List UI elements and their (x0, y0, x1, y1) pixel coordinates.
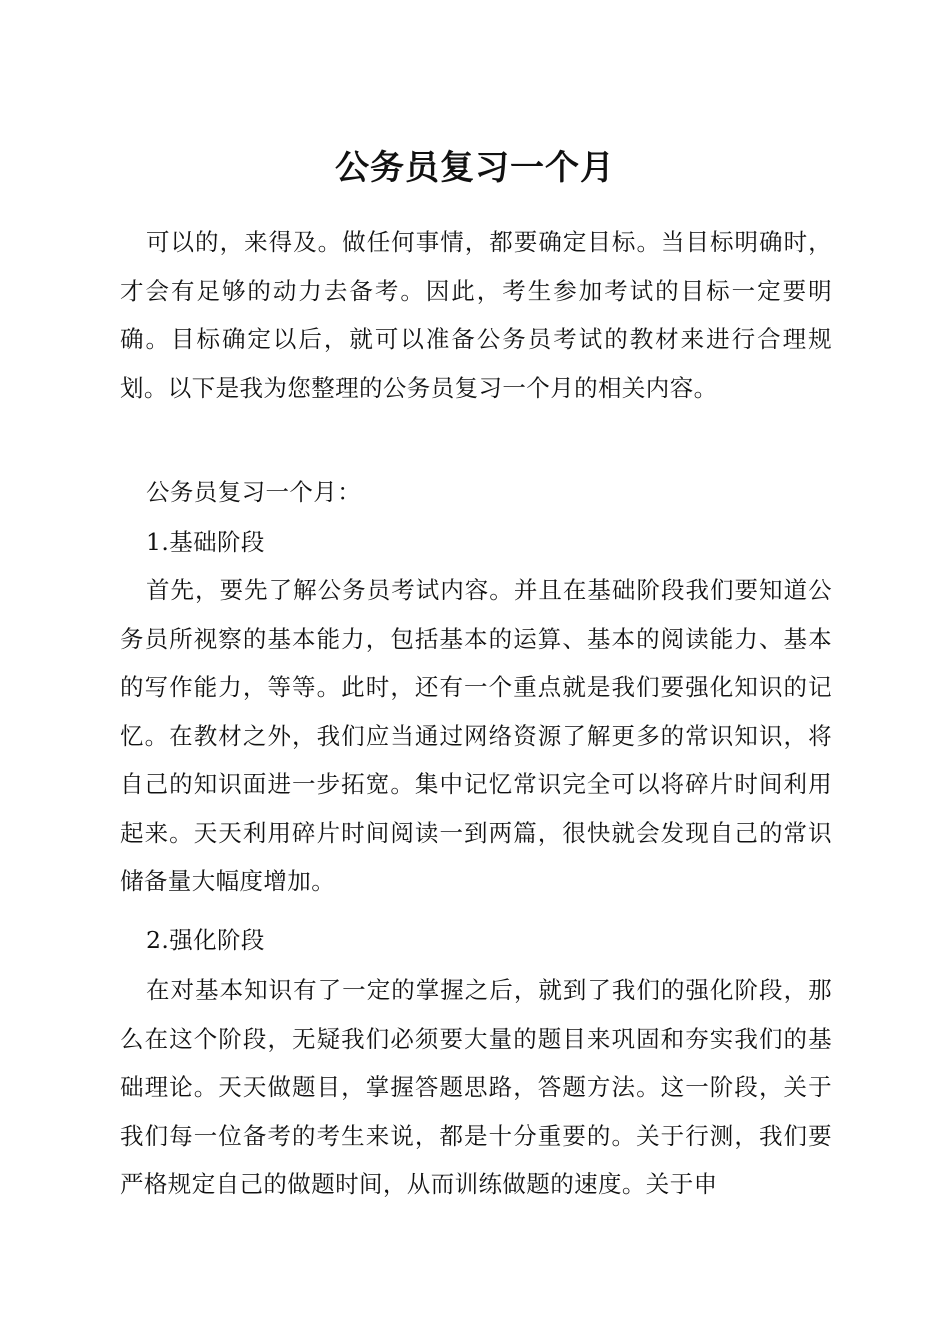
document-title: 公务员复习一个月 (335, 148, 615, 188)
intro-paragraph: 可以的，来得及。做任何事情，都要确定目标。当目标明确时，才会有足够的动力去备考。因此，考生参加考试的目标一定要明确。目标确定以后，就可以准备公务员考试的教材来进行合理规划。以下是我为您整理的公务员复习一个月的相关内容。 (120, 228, 832, 402)
section-heading: 公务员复习一个月： (146, 478, 362, 506)
stage2-paragraph: 在对基本知识有了一定的掌握之后，就到了我们的强化阶段，那么在这个阶段，无疑我们必须要大量的题目来巩固和夯实我们的基础理论。天天做题目，掌握答题思路，答题方法。这一阶段，关于我们每一位备考的考生来说，都是十分重要的。关于行测，我们要严格规定自己的做题时间，从而训练做题的速度。关于申 (120, 976, 832, 1198)
stage1-heading: 1.基础阶段 (146, 528, 265, 556)
stage1-paragraph: 首先，要先了解公务员考试内容。并且在基础阶段我们要知道公务员所视察的基本能力，包括基本的运算、基本的阅读能力、基本的写作能力，等等。此时，还有一个重点就是我们要强化知识的记忆。在教材之外，我们应当通过网络资源了解更多的常识知识，将自己的知识面进一步拓宽。集中记忆常识完全可以将碎片时间利用起来。天天利用碎片时间阅读一到两篇，很快就会发现自己的常识储备量大幅度增加。 (120, 576, 832, 895)
stage2-heading: 2.强化阶段 (146, 926, 265, 954)
